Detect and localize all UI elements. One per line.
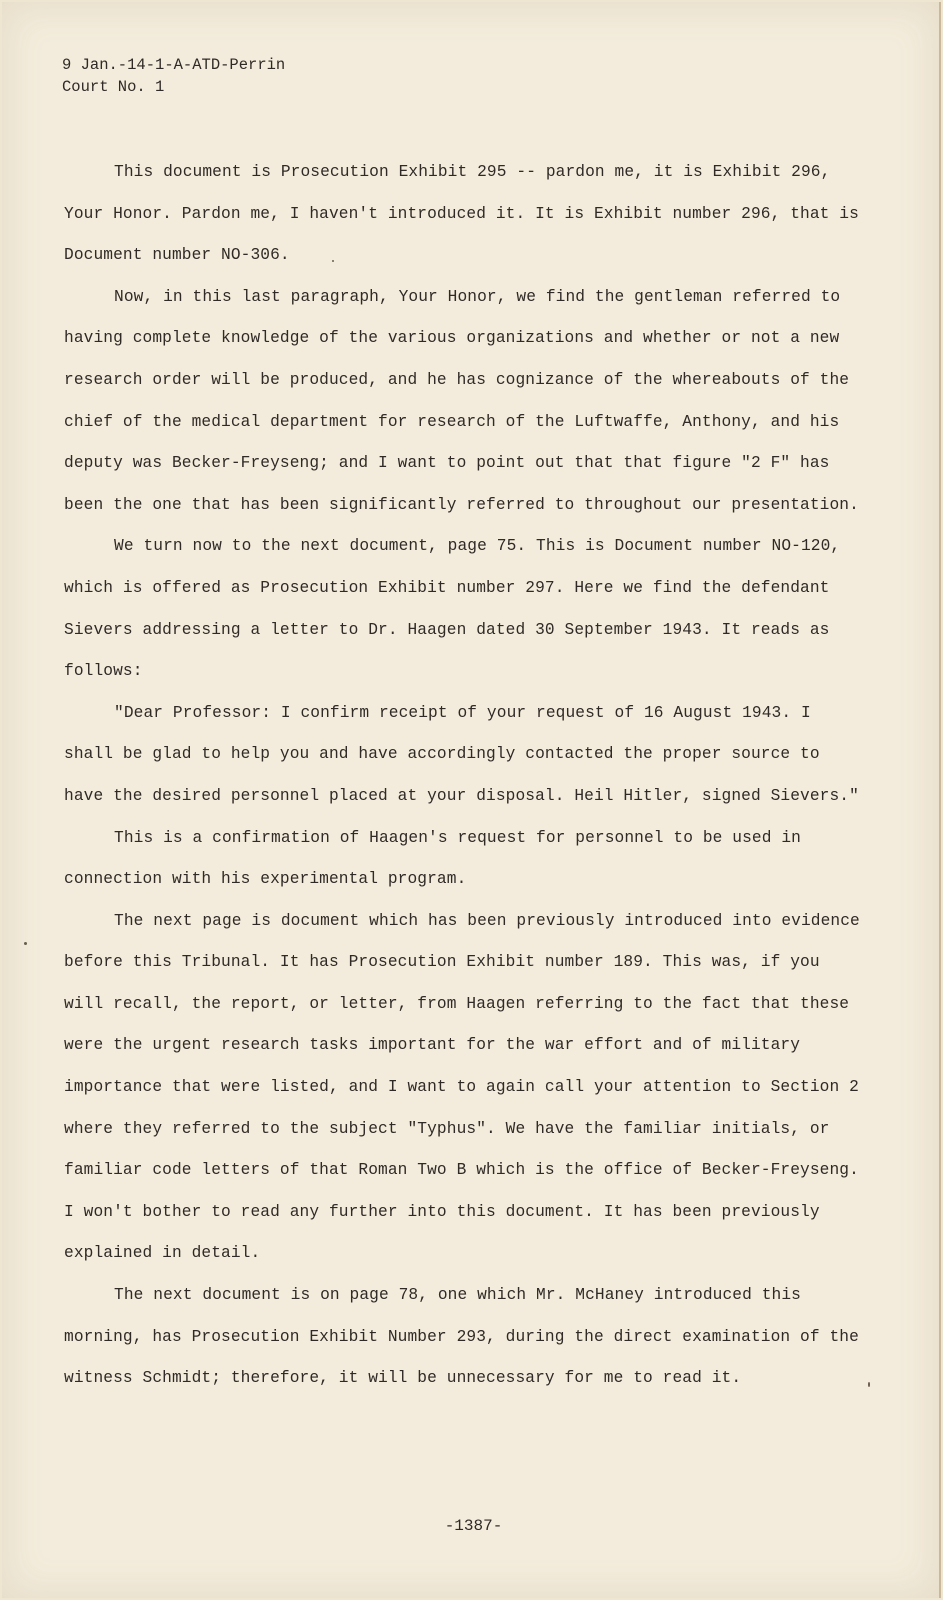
page-number: -1387- [444,1517,503,1535]
paragraph: This is a confirmation of Haagen's request for personnel to be used in connection with his experimental program. [64,828,801,889]
paper-speck [868,1382,870,1387]
paragraph: This document is Prosecution Exhibit 295 -- pardon me, it is Exhibit 296, Your Honor. Pardon me, I haven't introduced it. It is Exhibit number 296, that is Document number NO-306. [64,163,859,265]
paragraph: We turn now to the next document, page 75. This is Document number NO-120, which is offered as Prosecution Exhibit number 297. Here we find the defendant Sievers addressing a letter to Dr. Haagen dated 30 September 1943. It reads as follows: [64,537,841,681]
paper-speck [332,260,334,262]
quoted-letter-paragraph: "Dear Professor: I confirm receipt of your request of 16 August 1943. I shall be glad to help you and have accordingly contacted the proper source to have the desired personnel placed at your disposal. Heil Hitler, signed Sievers." [64,703,859,805]
paragraph: The next page is document which has been previously introduced into evidence before this Tribunal. It has Prosecution Exhibit number 189. This was, if you will recall, the report, or letter, from Haagen referring to the fact that these were the urgent research tasks important for the war effort and of military importance that were listed, and I want to again call your attention to Section 2 where they referred to the subject "Typhus". We have the familiar initials, or familiar code letters of that Roman Two B which is the office of Becker-Freyseng. I won't bother to read any further into this document. It has been previously explained in detail. [64,911,860,1263]
paragraph: The next document is on page 78, one which Mr. McHaney introduced this morning, has Prosecution Exhibit Number 293, during the direct examination of the witness Schmidt; therefore, it will be unnecessary for me to read it. [64,1286,859,1388]
document-page [2,2,941,1598]
paper-speck [24,942,27,945]
transcript-body [64,152,864,1400]
header-reference-line: 9 Jan.-14-1-A-ATD-Perrin [62,56,286,74]
page-header [62,54,285,98]
paragraph: Now, in this last paragraph, Your Honor, we find the gentleman referred to having complete knowledge of the various organizations and whether or not a new research order will be produced, and he has cognizance of the whereabouts of the chief of the medical department for research of the Luftwaffe, Anthony, and his deputy was Becker-Freyseng; and I want to point out that that figure "2 F" has been the one that has been significantly referred to throughout our presentation. [64,287,859,514]
header-court-line: Court No. 1 [62,78,165,96]
